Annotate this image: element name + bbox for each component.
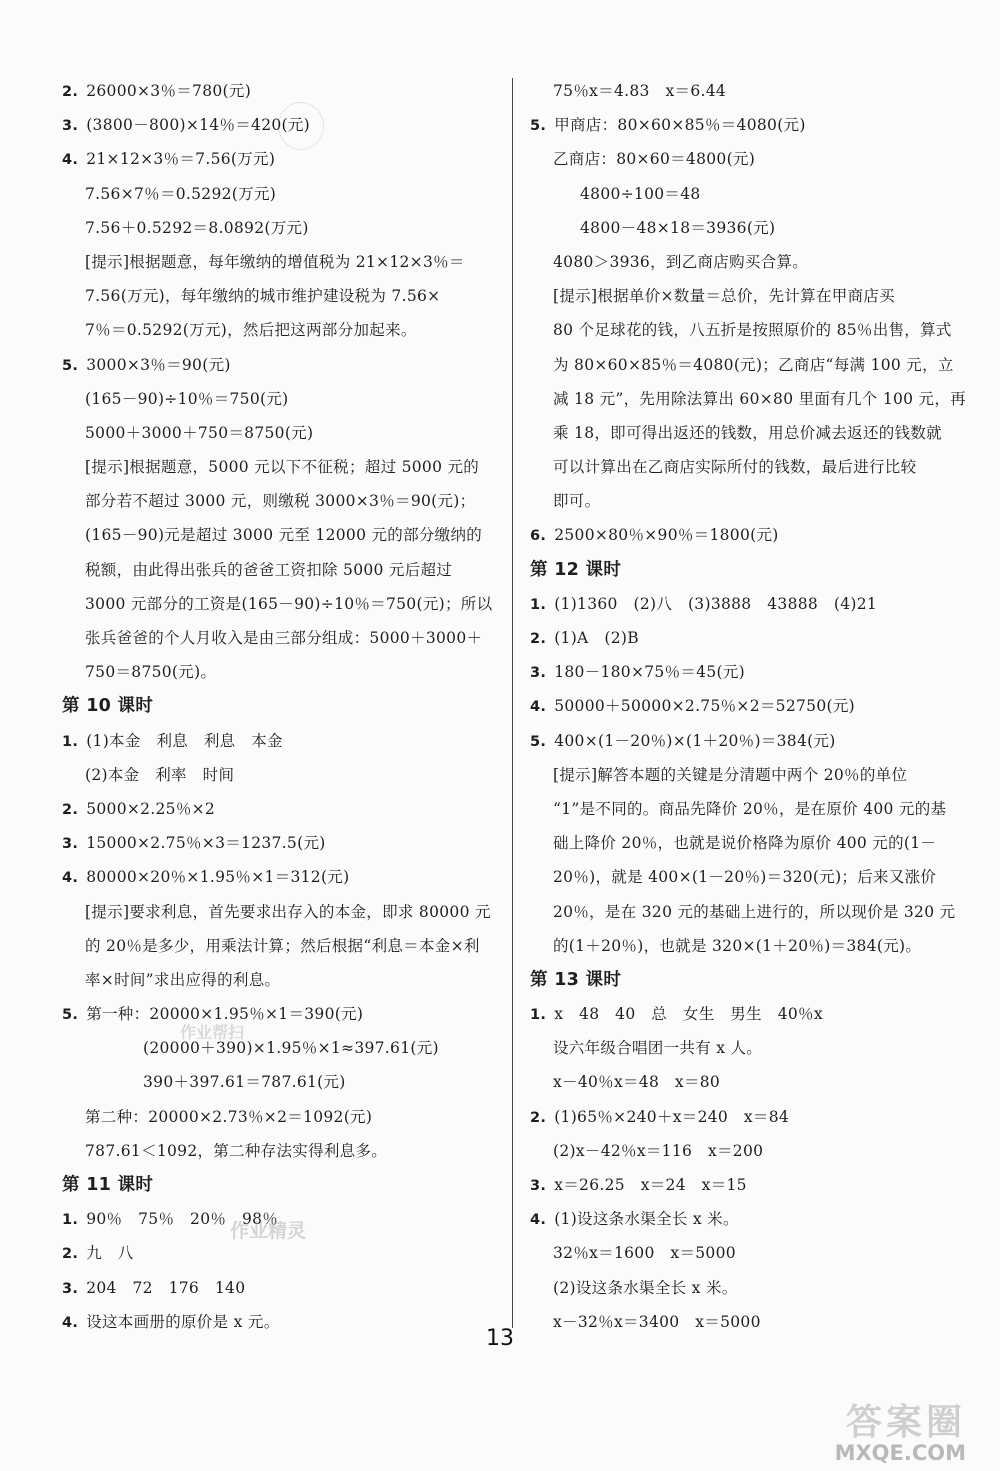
- item-text: 50000＋50000×2.75％×2＝52750(元): [554, 697, 855, 716]
- answer-item: [530, 689, 976, 723]
- item-text: (1)A (2)B: [554, 629, 639, 647]
- line-text: 第二种：20000×2.73％×2＝1092(元): [85, 1107, 373, 1126]
- answer-item: [62, 348, 508, 382]
- item-number: 3.: [62, 118, 79, 135]
- line-text: 80 个足球花的钱，八五折是按照原价的 85％出售，算式: [553, 321, 952, 340]
- column-divider: [512, 78, 513, 1328]
- item-number: 5.: [62, 1007, 79, 1024]
- line-text: 4800÷100＝48: [580, 184, 701, 203]
- line-text: 32％x＝1600 x＝5000: [553, 1244, 736, 1263]
- line-text: 4800－48×18＝3936(元): [580, 218, 776, 237]
- line-text: [提示]要求利息，首先要求出存入的本金，即求 80000 元: [85, 902, 491, 921]
- answer-item: [62, 792, 508, 826]
- item-text: 400×(1－20％)×(1＋20％)＝384(元): [554, 731, 836, 750]
- answer-continuation: [62, 1031, 508, 1065]
- answer-continuation: [530, 860, 976, 894]
- answer-item: [530, 997, 976, 1031]
- item-text: 204 72 176 140: [86, 1278, 246, 1297]
- item-number: 1.: [530, 596, 547, 613]
- line-text: 张兵爸爸的个人月收入是由三部分组成：5000＋3000＋: [85, 629, 483, 647]
- page-number: 13: [486, 1326, 514, 1351]
- answer-item: [62, 1271, 508, 1305]
- item-number: 6.: [530, 528, 547, 545]
- item-number: 2.: [530, 1109, 547, 1126]
- answer-item: [62, 724, 508, 758]
- item-text: 第一种：20000×1.95％×1＝390(元): [86, 1005, 364, 1024]
- item-text: (1)1360 (2)八 (3)3888 43888 (4)21: [554, 594, 878, 613]
- right-column: [530, 74, 976, 1339]
- answer-continuation: [62, 211, 508, 245]
- line-text: [提示]根据题意，每年缴纳的增值税为 21×12×3％＝: [85, 252, 465, 271]
- item-number: 2.: [62, 1246, 79, 1263]
- section-heading: [530, 553, 976, 587]
- line-text: 3000 元部分的工资是(165－90)÷10％＝750(元)；所以: [85, 594, 493, 613]
- section-heading: [62, 1168, 508, 1202]
- line-text: 部分若不超过 3000 元，则缴税 3000×3％＝90(元)；: [85, 492, 476, 511]
- answer-item: [62, 1202, 508, 1236]
- item-text: (1)本金 利息 利息 本金: [86, 731, 283, 750]
- section-heading: [62, 689, 508, 723]
- line-text: 7.56＋0.5292＝8.0892(万元): [85, 218, 309, 237]
- answer-continuation: [62, 382, 508, 416]
- line-text: 乙商店：80×60＝4800(元): [553, 150, 756, 169]
- answer-continuation: [530, 484, 976, 518]
- answer-continuation: [62, 450, 508, 484]
- line-text: 750＝8750(元)。: [85, 663, 217, 682]
- answer-continuation: [530, 245, 976, 279]
- line-text: (2)x－42％x＝116 x＝200: [553, 1141, 764, 1160]
- answer-continuation: [62, 553, 508, 587]
- logo-title: 答案圈: [845, 1402, 966, 1443]
- answer-item: [530, 1168, 976, 1202]
- line-text: x－40％x＝48 x＝80: [553, 1073, 721, 1092]
- answer-item: [62, 74, 508, 108]
- answer-continuation: [530, 313, 976, 347]
- item-text: 甲商店：80×60×85％＝4080(元): [554, 116, 806, 135]
- section-heading-text: 第 10 课时: [62, 696, 154, 717]
- line-text: 7.56(万元)，每年缴纳的城市维护建设税为 7.56×: [85, 287, 441, 306]
- answer-item: [530, 724, 976, 758]
- answer-item: [530, 1202, 976, 1236]
- answer-continuation: [62, 758, 508, 792]
- line-text: (2)本金 利率 时间: [85, 765, 235, 784]
- item-text: 21×12×3％＝7.56(万元): [86, 150, 276, 169]
- answer-item: [62, 826, 508, 860]
- answer-continuation: [530, 279, 976, 313]
- watermark-overlay-1: 作业帮扫: [180, 1023, 245, 1042]
- line-text: 为 80×60×85％＝4080(元)；乙商店“每满 100 元，立: [553, 355, 954, 374]
- watermark-overlay-2: 作业精灵: [230, 1220, 307, 1242]
- answer-continuation: [530, 382, 976, 416]
- item-number: 5.: [530, 118, 547, 135]
- answer-continuation: [62, 518, 508, 552]
- answer-item: [530, 621, 976, 655]
- answer-continuation: [62, 1065, 508, 1099]
- item-number: 1.: [530, 1007, 547, 1024]
- item-number: 2.: [62, 801, 79, 818]
- answer-continuation: [62, 895, 508, 929]
- answer-item: [530, 655, 976, 689]
- item-number: 1.: [62, 733, 79, 750]
- answer-continuation: [62, 1100, 508, 1134]
- answer-item: [62, 1236, 508, 1270]
- item-text: 九 八: [86, 1244, 134, 1263]
- item-number: 4.: [62, 152, 79, 169]
- answer-continuation: [530, 826, 976, 860]
- item-text: 5000×2.25％×2: [86, 799, 216, 818]
- line-text: 税额，由此得出张兵的爸爸工资扣除 5000 元后超过: [85, 560, 453, 579]
- item-text: 15000×2.75％×3＝1237.5(元): [86, 834, 326, 853]
- line-text: 设六年级合唱团一共有 x 人。: [553, 1039, 763, 1058]
- item-number: 3.: [530, 1178, 547, 1194]
- section-heading-text: 第 11 课时: [62, 1175, 154, 1195]
- line-text: 的(1＋20％)，也就是 320×(1＋20％)＝384(元)。: [553, 936, 922, 955]
- line-text: 787.61＜1092，第二种存法实得利息多。: [85, 1141, 388, 1160]
- line-text: 390＋397.61＝787.61(元): [143, 1073, 346, 1092]
- answer-continuation: [530, 1134, 976, 1168]
- line-text: [提示]根据题意，5000 元以下不征税；超过 5000 元的: [85, 458, 480, 477]
- line-text: 20％)，就是 400×(1－20％)＝320(元)；后来又涨价: [553, 868, 937, 887]
- section-heading: [530, 963, 976, 997]
- line-text: x－32％x＝3400 x＝5000: [553, 1312, 761, 1331]
- answer-continuation: [62, 1134, 508, 1168]
- item-number: 4.: [62, 1314, 79, 1331]
- answer-continuation: [62, 313, 508, 347]
- line-text: 7.56×7％＝0.5292(万元): [85, 184, 277, 203]
- answer-item: [62, 997, 508, 1031]
- item-text: 26000×3％＝780(元): [86, 82, 252, 100]
- answer-continuation: [62, 245, 508, 279]
- answer-continuation: [530, 1065, 976, 1099]
- answer-continuation: [530, 1236, 976, 1270]
- answer-continuation: [530, 142, 976, 176]
- item-text: 设这本画册的原价是 x 元。: [86, 1312, 280, 1331]
- line-text: 减 18 元”，先用除法算出 60×80 里面有几个 100 元，再: [553, 389, 966, 408]
- answer-continuation: [530, 1031, 976, 1065]
- answer-continuation: [62, 929, 508, 963]
- stamp-watermark: [278, 102, 324, 150]
- item-text: x 48 40 总 女生 男生 40％x: [554, 1005, 823, 1024]
- line-text: 乘 18，即可得出返还的钱数，用总价减去返还的钱数就: [553, 423, 942, 442]
- answer-continuation: [62, 587, 508, 621]
- answer-continuation: [530, 74, 976, 108]
- answer-continuation: [62, 621, 508, 655]
- item-text: 90％ 75％ 20％ 98％: [86, 1210, 279, 1229]
- line-text: 5000＋3000＋750＝8750(元): [85, 423, 314, 442]
- line-text: 20％，是在 320 元的基础上进行的，所以现价是 320 元: [553, 902, 956, 921]
- item-number: 4.: [530, 1212, 547, 1229]
- item-number: 4.: [530, 699, 547, 716]
- answer-continuation: [530, 177, 976, 211]
- item-text: 180－180×75％＝45(元): [554, 663, 746, 682]
- item-text: 2500×80％×90％＝1800(元): [554, 526, 779, 545]
- item-number: 3.: [62, 1280, 79, 1297]
- item-number: 3.: [530, 665, 547, 682]
- left-column: [62, 74, 508, 1339]
- answer-continuation: [62, 963, 508, 997]
- answer-item: [62, 142, 508, 176]
- item-text: x＝26.25 x＝24 x＝15: [554, 1176, 747, 1194]
- item-text: 3000×3％＝90(元): [86, 355, 231, 374]
- item-number: 3.: [62, 836, 79, 853]
- line-text: (165－90)÷10％＝750(元): [85, 389, 289, 408]
- line-text: 4080＞3936，到乙商店购买合算。: [553, 252, 809, 271]
- line-text: 7％＝0.5292(万元)，然后把这两部分加起来。: [85, 321, 417, 340]
- item-number: 1.: [62, 1212, 79, 1229]
- section-heading-text: 第 12 课时: [530, 559, 622, 580]
- answer-continuation: [530, 895, 976, 929]
- item-number: 2.: [62, 84, 79, 100]
- answer-item: [530, 108, 976, 142]
- item-text: 80000×20％×1.95％×1＝312(元): [86, 868, 350, 887]
- line-text: [提示]根据单价×数量＝总价，先计算在甲商店买: [553, 287, 895, 306]
- answer-continuation: [530, 416, 976, 450]
- answer-item: [62, 860, 508, 894]
- answer-continuation: [530, 450, 976, 484]
- item-text: (1)65％×240＋x＝240 x＝84: [554, 1107, 790, 1126]
- line-text: 础上降价 20％，也就是说价格降为原价 400 元的(1－: [553, 834, 937, 853]
- line-text: “1”是不同的。商品先降价 20％，是在原价 400 元的基: [553, 799, 947, 818]
- line-text: (2)设这条水渠全长 x 米。: [553, 1278, 738, 1297]
- answer-item: [530, 518, 976, 552]
- line-text: 75％x＝4.83 x＝6.44: [553, 82, 727, 100]
- site-logo-watermark: [826, 1394, 966, 1464]
- line-text: (165－90)元是超过 3000 元至 12000 元的部分缴纳的: [85, 526, 483, 545]
- answer-continuation: [62, 177, 508, 211]
- line-text: (20000＋390)×1.95％×1≈397.61(元): [143, 1039, 439, 1058]
- answer-continuation: [62, 416, 508, 450]
- answer-item: [530, 1100, 976, 1134]
- answer-continuation: [62, 279, 508, 313]
- logo-domain: MXQE.COM: [834, 1441, 966, 1465]
- item-text: (3800－800)×14％＝420(元): [86, 116, 311, 135]
- item-number: 5.: [530, 733, 547, 750]
- answer-continuation: [530, 348, 976, 382]
- answer-continuation: [530, 758, 976, 792]
- item-number: 5.: [62, 357, 79, 374]
- answer-continuation: [530, 1271, 976, 1305]
- answer-continuation: [62, 484, 508, 518]
- item-number: 2.: [530, 631, 547, 647]
- line-text: 的 20％是多少，用乘法计算；然后根据“利息＝本金×利: [85, 936, 480, 955]
- item-text: (1)设这条水渠全长 x 米。: [554, 1210, 739, 1229]
- section-heading-text: 第 13 课时: [530, 969, 622, 990]
- line-text: 即可。: [553, 492, 601, 511]
- answer-item: [530, 587, 976, 621]
- item-number: 4.: [62, 870, 79, 887]
- answer-continuation: [530, 929, 976, 963]
- answer-continuation: [530, 792, 976, 826]
- line-text: 率×时间”求出应得的利息。: [85, 970, 281, 989]
- line-text: 可以计算出在乙商店实际所付的钱数，最后进行比较: [553, 458, 917, 477]
- answer-continuation: [530, 211, 976, 245]
- answer-continuation: [62, 655, 508, 689]
- line-text: [提示]解答本题的关键是分清题中两个 20％的单位: [553, 765, 908, 784]
